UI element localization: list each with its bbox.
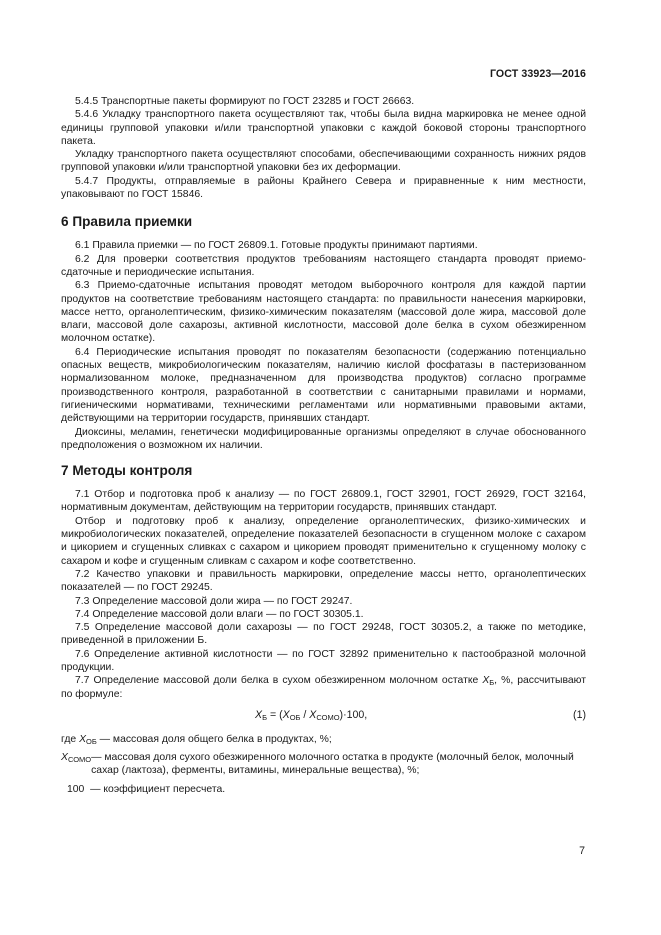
formula-b: X [309, 708, 317, 721]
paragraph-7-7 [61, 674, 586, 701]
formula-eq-open: = ( [267, 708, 283, 721]
paragraph-7-1-cont: Отбор и подготовку проб к анализу, определение органолептических, физико-химических и микробиологических показателей, определение показателей безопасности в сгущенном молоке с сахаром и цикорием и сгущенных сливках с сахаром и цикорием проводят применительно к сгущенному молоку с сахаром и кофе и сгущенным сливкам с сахаром и кофе соответственно. [61, 515, 586, 567]
formula-lhs-sub: Б [262, 712, 267, 722]
formula-a-sub: ОБ [289, 712, 301, 722]
paragraph-7-4: 7.4 Определение массовой доли влаги — по ГОСТ 30305.1. [75, 608, 364, 620]
legend-row-ob [61, 733, 586, 746]
paragraph-6-2: 6.2 Для проверки соответствия продуктов требованиям настоящего стандарта проводят приемо-сдаточные и периодические испытания. [61, 253, 586, 278]
page-content [61, 95, 586, 796]
p77-subscript: Б [489, 678, 495, 688]
p77-symbol: X [482, 675, 490, 687]
formula-a: X [282, 708, 290, 721]
page-number: 7 [579, 845, 585, 857]
legend-row-somo [61, 751, 586, 778]
legend-row-coef [61, 783, 586, 796]
legend-where-prefix: где [61, 733, 80, 745]
formula-lhs: X [255, 708, 263, 721]
legend-ob-desc: — массовая доля общего белка в продуктах, %; [96, 733, 332, 745]
p77-before: 7.7 Определение массовой доли белка в сухом обезжиренном молочном остатке [75, 675, 483, 687]
legend-coef-symbol: 100 [67, 783, 85, 795]
paragraph-6-3: 6.3 Приемо-сдаточные испытания проводят методом выборочного контроля для каждой партии продуктов на соответствие требованиям настоящего стандарта: по правильности нанесения маркировки, массе нетто, органолептическим, физико-химическим показателям (массовой доле жира, массовой доле влаги, массовой доле сахарозы, активной кислотности, массовой доле белка в сухом обезжиренном молочном остатке). [61, 280, 586, 345]
formula-div: / [300, 708, 310, 721]
formula-b-sub: СОМО [316, 712, 340, 722]
legend-ob-sub: ОБ [86, 736, 97, 746]
paragraph-5-4-7: 5.4.7 Продукты, отправляемые в районы Крайнего Севера и приравненные к ним местности, упаковывают по ГОСТ 15846. [61, 175, 586, 201]
paragraph-6-4: 6.4 Периодические испытания проводят по показателям безопасности (содержанию потенциально опасных веществ, микробиологическим показателям, наличию кислой фосфатазы в пастеризованном нормализованном молоке, предназначенном для производства продуктов) согласно программе производственного контроля, разработанной в соответствии с санитарными правилами и нормами, гигиеническими нормативами, техническими регламентами или нормативными правовыми актами, действующими на территории государств, принявших стандарт. [61, 346, 586, 425]
formula-expression [255, 709, 367, 721]
paragraph-6-4-cont: Диоксины, меламин, генетически модифицированные организмы определяют в случае обоснованного предположения о возможном их наличии. [61, 426, 586, 451]
legend-coef-desc: — коэффициент пересчета. [84, 783, 226, 795]
p77-after: , %, рассчитывают по формуле: [61, 675, 587, 700]
legend-ob-symbol: X [79, 733, 86, 745]
section-7-title: 7 Методы контроля [61, 463, 193, 479]
paragraph-7-6: 7.6 Определение активной кислотности — по ГОСТ 32892 применительно к пастообразной молочной продукции. [61, 648, 586, 673]
formula-number: (1) [573, 708, 586, 721]
paragraph-5-4-6: 5.4.6 Укладку транспортного пакета осуществляют так, чтобы была видна маркировка не менее одной единицы групповой упаковки и/или транспортной упаковки с каждой боковой стороны транспортного пакета. [61, 109, 586, 147]
legend-somo-symbol-wrap [61, 751, 91, 778]
paragraph-6-1: 6.1 Правила приемки — по ГОСТ 26809.1. Готовые продукты принимают партиями. [75, 240, 478, 252]
formula-1 [61, 701, 586, 731]
paragraph-5-4-6-cont: Укладку транспортного пакета осуществляют способами, обеспечивающими сохранность нижних рядов групповой упаковки и/или транспортной упаковки без их деформации. [61, 149, 586, 174]
legend-somo-desc: — массовая доля сухого обезжиренного молочного остатка в продукте (молочный белок, молочный сахар (лактоза), ферменты, витамины, минеральные вещества), %; [91, 752, 574, 777]
legend-somo-sub: СОМО [67, 755, 92, 765]
standard-header: ГОСТ 33923—2016 [489, 68, 586, 80]
legend-somo-symbol: X [61, 752, 68, 764]
section-6-title: 6 Правила приемки [61, 214, 193, 230]
paragraph-5-4-5: 5.4.5 Транспортные пакеты формируют по ГОСТ 23285 и ГОСТ 26663. [75, 96, 415, 107]
paragraph-7-2: 7.2 Качество упаковки и правильность маркировки, определение массы нетто, органолептических показателей — по ГОСТ 29245. [61, 568, 586, 594]
legend-row-ob-text [61, 733, 332, 746]
paragraph-7-1: 7.1 Отбор и подготовка проб к анализу — по ГОСТ 26809.1, ГОСТ 32901, ГОСТ 26929, ГОСТ 32164, нормативным документам, действующим на территории государств, принявших стандарт. [61, 489, 586, 514]
paragraph-7-5: 7.5 Определение массовой доли сахарозы — по ГОСТ 29248, ГОСТ 30305.2, а также по методике, приведенной в приложении Б. [61, 622, 586, 647]
formula-close: )·100, [339, 708, 368, 721]
paragraph-7-3: 7.3 Определение массовой доли жира — по ГОСТ 29247. [75, 595, 353, 607]
formula-legend [61, 733, 586, 796]
